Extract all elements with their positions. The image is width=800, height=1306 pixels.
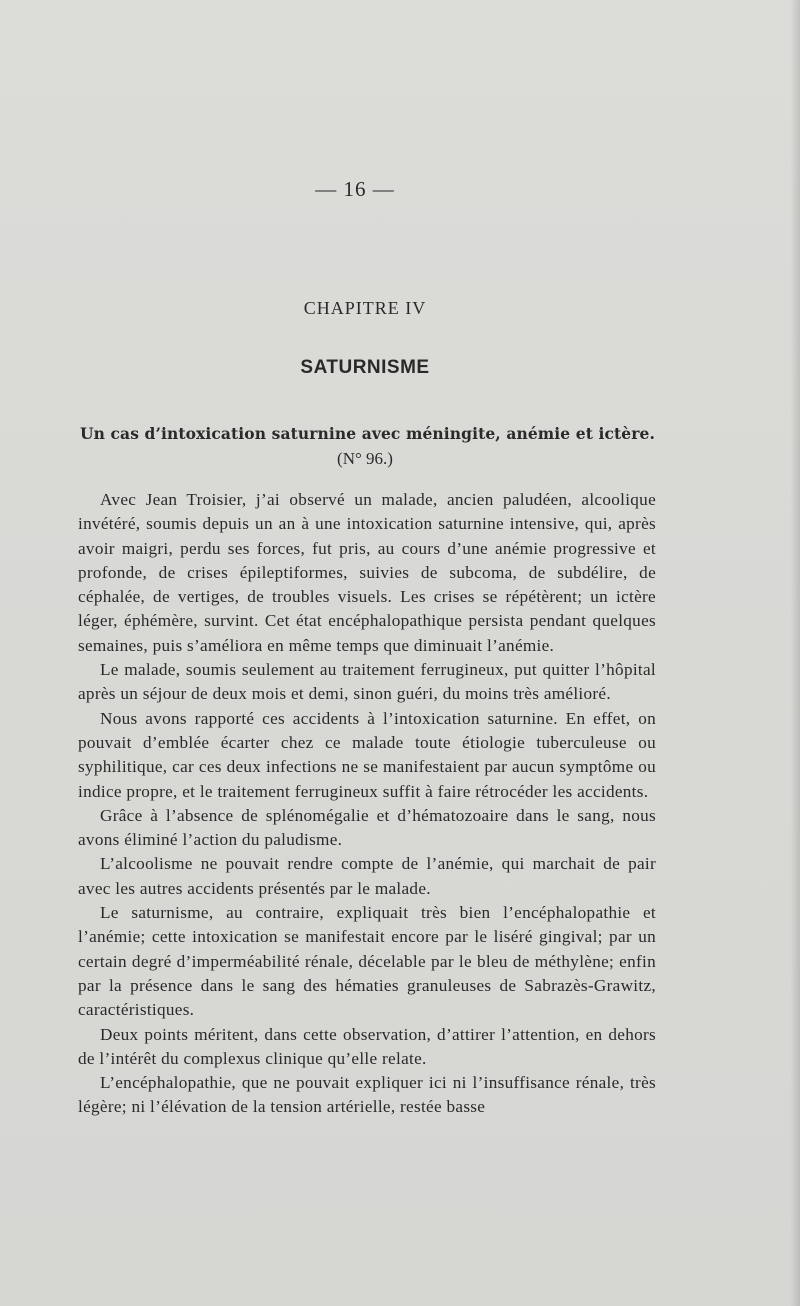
chapter-heading: CHAPITRE IV	[303, 298, 427, 318]
case-title: Un cas d’intoxication saturnine avec méningite, anémie et ictère.	[80, 424, 655, 443]
paragraph: Le malade, soumis seulement au traitement ferrugineux, put quitter l’hôpital après un séjour de deux mois et demi, sinon guéri, du moins très amélioré.	[78, 660, 656, 704]
page-number: — 16 —	[315, 177, 395, 201]
paragraph: Grâce à l’absence de splénomégalie et d’hématozoaire dans le sang, nous avons éliminé l’action du paludisme.	[78, 805, 656, 850]
page-edge-shadow	[790, 0, 800, 1306]
body-text	[78, 488, 656, 1120]
section-title: SATURNISME	[300, 357, 430, 378]
case-number: (N° 96.)	[337, 449, 393, 468]
paragraph: L’encéphalopathie, que ne pouvait expliquer ici ni l’insuffisance rénale, très légère; ni l’élévation de la tension artérielle, restée basse	[78, 1073, 656, 1117]
paragraph: L’alcoolisme ne pouvait rendre compte de l’anémie, qui marchait de pair avec les autres accidents présentés par le malade.	[78, 854, 656, 898]
paragraph: Avec Jean Troisier, j’ai observé un malade, ancien paludéen, alcoolique invétéré, soumis depuis un an à une intoxication saturnine intensive, qui, après avoir maigri, perdu ses forces, fut pris, au cours d’une anémie progressive et profonde, de crises épileptiformes, suivies de subcoma, de subdélire, de céphalée, de vertiges, de troubles visuels. Les crises se répétèrent; un ictère léger, éphémère, survint. Cet état encéphalopathique persista pendant quelques semaines, puis s’améliora en même temps que diminuait l’anémie.	[78, 490, 656, 655]
paragraph: Deux points méritent, dans cette observation, d’attirer l’attention, en dehors de l’intérêt du complexus clinique qu’elle relate.	[78, 1024, 656, 1068]
paragraph: Le saturnisme, au contraire, expliquait très bien l’encéphalopathie et l’anémie; cette intoxication se manifestait encore par le liséré gingival; par un certain degré d’imperméabilité rénale, décelable par le bleu de méthylène; enfin par la présence dans le sang des hématies granuleuses de Sabrazès-Grawitz, caractéristiques.	[78, 903, 656, 1020]
paragraph: Nous avons rapporté ces accidents à l’intoxication saturnine. En effet, on pouvait d’emblée écarter chez ce malade toute étiologie tuberculeuse ou syphilitique, car ces deux infections ne se manifestaient par aucun symptôme ou indice propre, et le traitement ferrugineux suffit à faire rétrocéder les accidents.	[78, 708, 656, 801]
